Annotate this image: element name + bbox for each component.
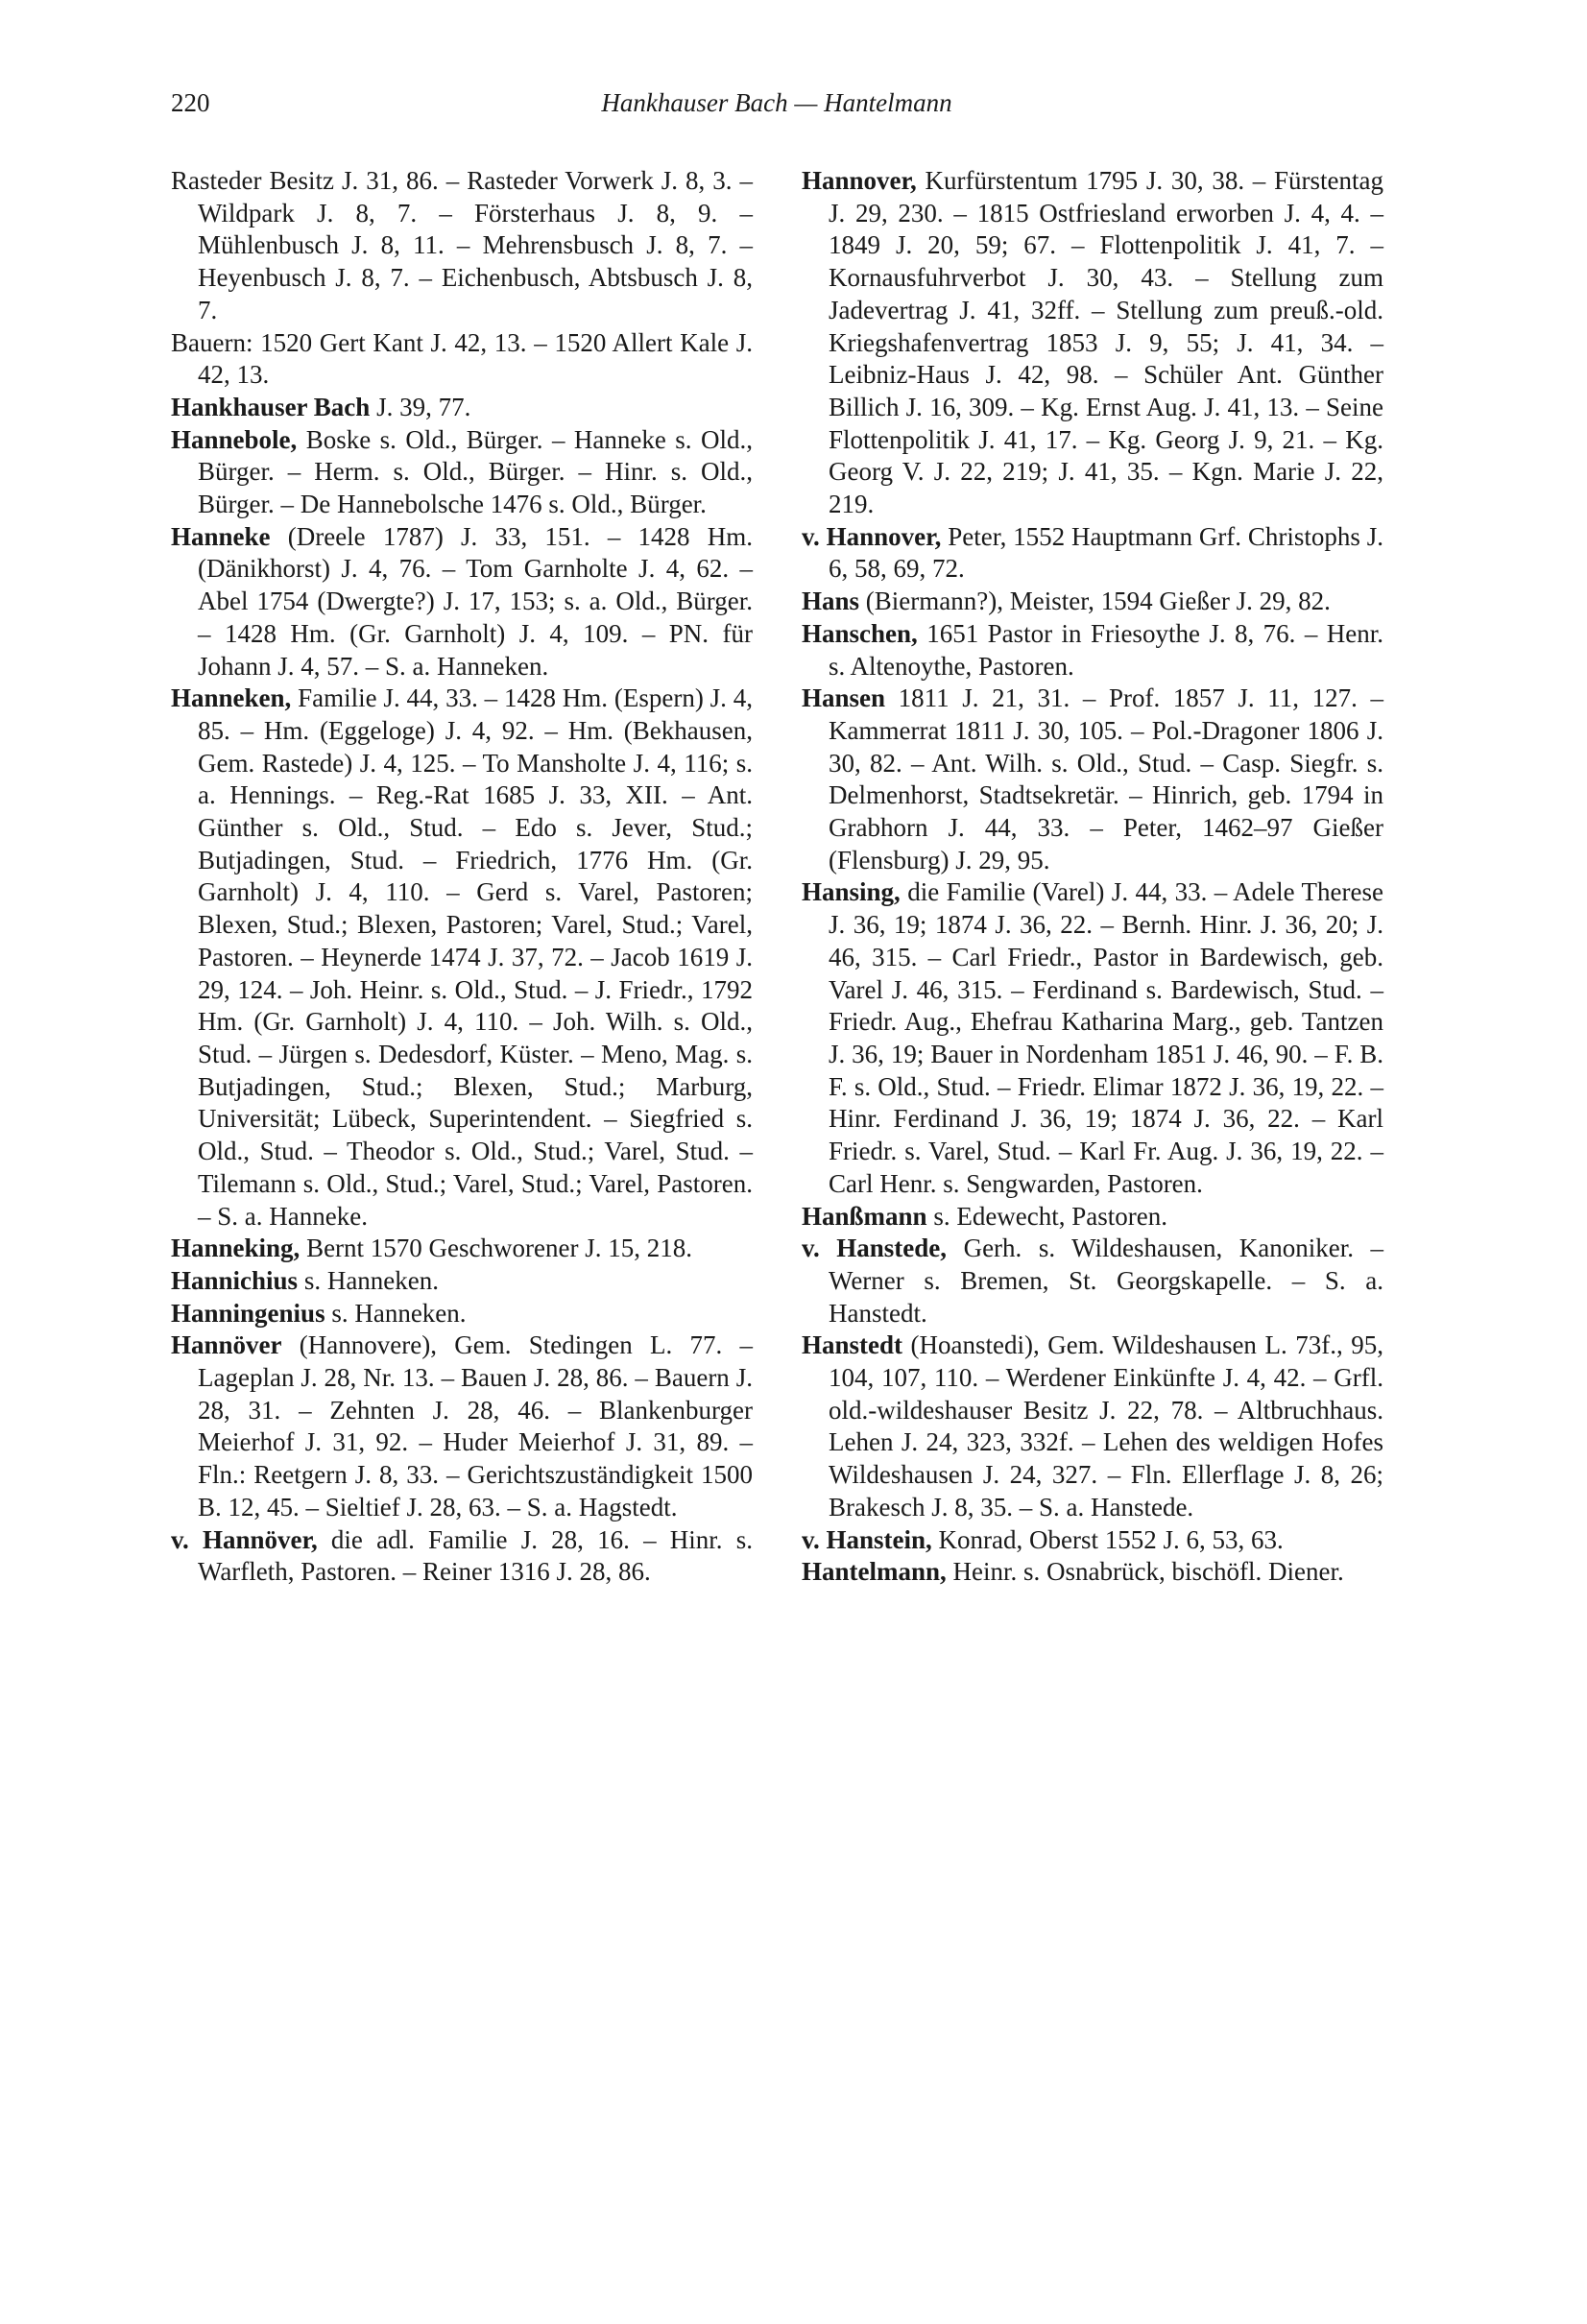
page-header <box>171 88 1383 127</box>
entry-text: s. Hanneken. <box>298 1265 440 1295</box>
index-entry <box>802 1233 1383 1330</box>
entry-text: Heinr. s. Osnabrück, bischöfl. Diener. <box>946 1557 1344 1587</box>
entry-text: Bauern: 1520 Gert Kant J. 42, 13. – 1520 Allert Kale J. 42, 13. <box>171 327 753 390</box>
index-entry <box>802 521 1383 586</box>
entry-text: s. Hanneken. <box>325 1298 467 1328</box>
index-entry <box>802 586 1383 618</box>
entry-text: (Hoanstedi), Gem. Wildeshausen L. 73f., 95, 104, 107, 110. – Werdener Einkünfte J. 4, 42. – Grfl. old.-wildeshauser Besitz J. 22, 78. – Altbruchhaus. Lehen J. 24, 323, 332f. – Lehen des weldigen Hofes Wildeshausen J. 24, 327. – Fln. Ellerflage J. 8, 26; Brakesch J. 8, 35. – S. a. Hanstede. <box>829 1330 1383 1521</box>
entry-headword: Hanßmann <box>802 1201 927 1231</box>
entry-text: s. Edewecht, Pastoren. <box>926 1201 1167 1231</box>
entry-headword: Hankhauser Bach <box>171 392 371 421</box>
entry-headword: Hanningenius <box>171 1298 325 1328</box>
index-entry <box>171 1298 753 1330</box>
entry-headword: Hantelmann, <box>802 1557 947 1587</box>
left-column <box>171 165 753 1589</box>
entry-text: Familie J. 44, 33. – 1428 Hm. (Espern) J. 4, 85. – Hm. (Eggeloge) J. 4, 92. – Hm. (Bekhausen, Gem. Rastede) J. 4, 125. – To Mansholte J. 4, 116; s. a. Hennings. – Reg.-Rat 1685 J. 33, XII. – Ant. Günther s. Old., Stud. – Edo s. Jever, Stud.; Butjadingen, Stud. – Friedrich, 1776 Hm. (Gr. Garnholt) J. 4, 110. – Gerd s. Varel, Pastoren; Blexen, Stud.; Blexen, Pastoren; Varel, Stud.; Varel, Pastoren. – Heynerde 1474 J. 37, 72. – Jacob 1619 J. 29, 124. – Joh. Heinr. s. Old., Stud. – J. Friedr., 1792 Hm. (Gr. Garnholt) J. 4, 110. – Joh. Wilh. s. Old., Stud. – Jürgen s. Dedesdorf, Küster. – Meno, Mag. s. Butjadingen, Stud.; Blexen, Stud.; Marburg, Universität; Lübeck, Superintendent. – Siegfried s. Old., Stud. – Theodor s. Old., Stud.; Varel, Stud. – Tilemann s. Old., Stud.; Varel, Stud.; Varel, Pastoren. – S. a. Hanneke. <box>198 683 753 1231</box>
entry-headword: v. Hanstede, <box>802 1234 948 1263</box>
entry-headword: Hansing, <box>802 877 901 907</box>
entry-text: Rasteder Besitz J. 31, 86. – Rasteder Vorwerk J. 8, 3. – Wildpark J. 8, 7. – Försterhaus J. 8, 9. – Mühlenbusch J. 8, 11. – Mehrensbusch J. 8, 7. – Heyenbusch J. 8, 7. – Eichenbusch, Abtsbusch J. 8, 7. <box>171 166 753 324</box>
entry-headword: v. Hannöver, <box>171 1524 318 1554</box>
page-number: 220 <box>171 88 210 117</box>
entry-headword: Hannichius <box>171 1265 299 1295</box>
index-entry <box>802 1201 1383 1234</box>
index-entry <box>171 1265 753 1298</box>
entry-text: J. 39, 77. <box>370 392 471 421</box>
entry-headword: Hans <box>802 587 860 616</box>
entry-headword: Hanstedt <box>802 1330 903 1360</box>
entry-text: 1651 Pastor in Friesoythe J. 8, 76. – Henr. s. Altenoythe, Pastoren. <box>829 618 1383 681</box>
entry-text: (Biermann?), Meister, 1594 Gießer J. 29, 82. <box>859 587 1331 616</box>
index-entry <box>171 683 753 1233</box>
index-entry <box>171 1330 753 1523</box>
entry-text: Kurfürstentum 1795 J. 30, 38. – Fürstentag J. 29, 230. – 1815 Ostfriesland erworben J. 4, 4. – 1849 J. 20, 59; 67. – Flottenpolitik J. 41, 7. – Kornausfuhrverbot J. 30, 43. – Stellung zum Jadevertrag J. 41, 32ff. – Stellung zum preuß.-old. Kriegshafenvertrag 1853 J. 9, 55; J. 41, 34. – Leibniz-Haus J. 42, 98. – Schüler Ant. Günther Billich J. 16, 309. – Kg. Ernst Aug. J. 41, 13. – Seine Flottenpolitik J. 41, 17. – Kg. Georg J. 9, 21. – Kg. Georg V. J. 22, 219; J. 41, 35. – Kgn. Marie J. 22, 219. <box>829 166 1383 519</box>
running-head: Hankhauser Bach — Hantelmann <box>601 88 952 117</box>
entry-text: Boske s. Old., Bürger. – Hanneke s. Old., Bürger. – Herm. s. Old., Bürger. – Hinr. s. Old., Bürger. – De Hannebolsche 1476 s. Old., Bürger. <box>198 424 753 519</box>
entry-headword: Hanneken, <box>171 683 292 713</box>
entry-headword: Hanneking, <box>171 1234 301 1263</box>
entry-text: (Dreele 1787) J. 33, 151. – 1428 Hm. (Dänikhorst) J. 4, 76. – Tom Garnholte J. 4, 62. – Abel 1754 (Dwergte?) J. 17, 153; s. a. Old., Bürger. – 1428 Hm. (Gr. Garnholt) J. 4, 109. – PN. für Johann J. 4, 57. – S. a. Hanneken. <box>198 521 753 681</box>
entry-headword: Hanschen, <box>802 618 918 648</box>
entry-text: die Familie (Varel) J. 44, 33. – Adele Therese J. 36, 19; 1874 J. 36, 22. – Bernh. Hinr. J. 36, 20; J. 46, 315. – Carl Friedr., Pastor in Bardewisch, geb. Varel J. 46, 315. – Ferdinand s. Bardewisch, Stud. – Friedr. Aug., Ehefrau Katharina Marg., geb. Tantzen J. 36, 19; Bauer in Nordenham 1851 J. 46, 90. – F. B. F. s. Old., Stud. – Friedr. Elimar 1872 J. 36, 19, 22. – Hinr. Ferdinand J. 36, 19; 1874 J. 36, 22. – Karl Friedr. s. Varel, Stud. – Karl Fr. Aug. J. 36, 19, 22. – Carl Henr. s. Sengwarden, Pastoren. <box>829 877 1383 1198</box>
index-entry <box>171 327 753 392</box>
index-entry <box>171 392 753 424</box>
entry-headword: Hannover, <box>802 166 917 195</box>
entry-headword: v. Hannover, <box>802 521 942 551</box>
entry-text: (Hannovere), Gem. Stedingen L. 77. – Lageplan J. 28, Nr. 13. – Bauen J. 28, 86. – Bauern J. 28, 31. – Zehnten J. 28, 46. – Blankenburger Meierhof J. 31, 92. – Huder Meierhof J. 31, 89. – Fln.: Reetgern J. 8, 33. – Gerichtszuständigkeit 1500 B. 12, 45. – Sieltief J. 28, 63. – S. a. Hagstedt. <box>198 1330 753 1521</box>
index-entry <box>802 683 1383 876</box>
entry-text: die adl. Familie J. 28, 16. – Hinr. s. Warfleth, Pastoren. – Reiner 1316 J. 28, 86. <box>198 1524 753 1587</box>
index-entry <box>171 424 753 521</box>
entry-headword: v. Hanstein, <box>802 1524 932 1554</box>
index-entry <box>171 521 753 683</box>
entry-headword: Hannöver <box>171 1330 282 1360</box>
entry-headword: Hanneke <box>171 521 271 551</box>
entry-text: Peter, 1552 Hauptmann Grf. Christophs J. 6, 58, 69, 72. <box>829 521 1383 584</box>
entry-text: Gerh. s. Wildeshausen, Kanoniker. – Werner s. Bremen, St. Georgskapelle. – S. a. Hanstedt. <box>829 1234 1383 1328</box>
index-entry <box>802 876 1383 1200</box>
index-entry <box>802 1524 1383 1557</box>
index-entry <box>802 618 1383 683</box>
index-entry <box>802 1330 1383 1523</box>
index-entry <box>171 1233 753 1265</box>
index-entry <box>802 165 1383 521</box>
entry-text: 1811 J. 21, 31. – Prof. 1857 J. 11, 127. – Kammerrat 1811 J. 30, 105. – Pol.-Dragoner 1806 J. 30, 82. – Ant. Wilh. s. Old., Stud. – Casp. Siegfr. s. Delmenhorst, Stadtsekretär. – Hinrich, geb. 1794 in Grabhorn J. 44, 33. – Peter, 1462–97 Gießer (Flensburg) J. 29, 95. <box>829 683 1383 874</box>
index-entry <box>171 1524 753 1589</box>
entry-headword: Hansen <box>802 683 886 713</box>
index-entry <box>802 1556 1383 1589</box>
entry-text: Bernt 1570 Geschworener J. 15, 218. <box>300 1234 692 1263</box>
entry-text: Konrad, Oberst 1552 J. 6, 53, 63. <box>931 1524 1284 1554</box>
right-column <box>802 165 1383 1589</box>
entry-headword: Hannebole, <box>171 424 298 454</box>
index-entry <box>171 165 753 327</box>
